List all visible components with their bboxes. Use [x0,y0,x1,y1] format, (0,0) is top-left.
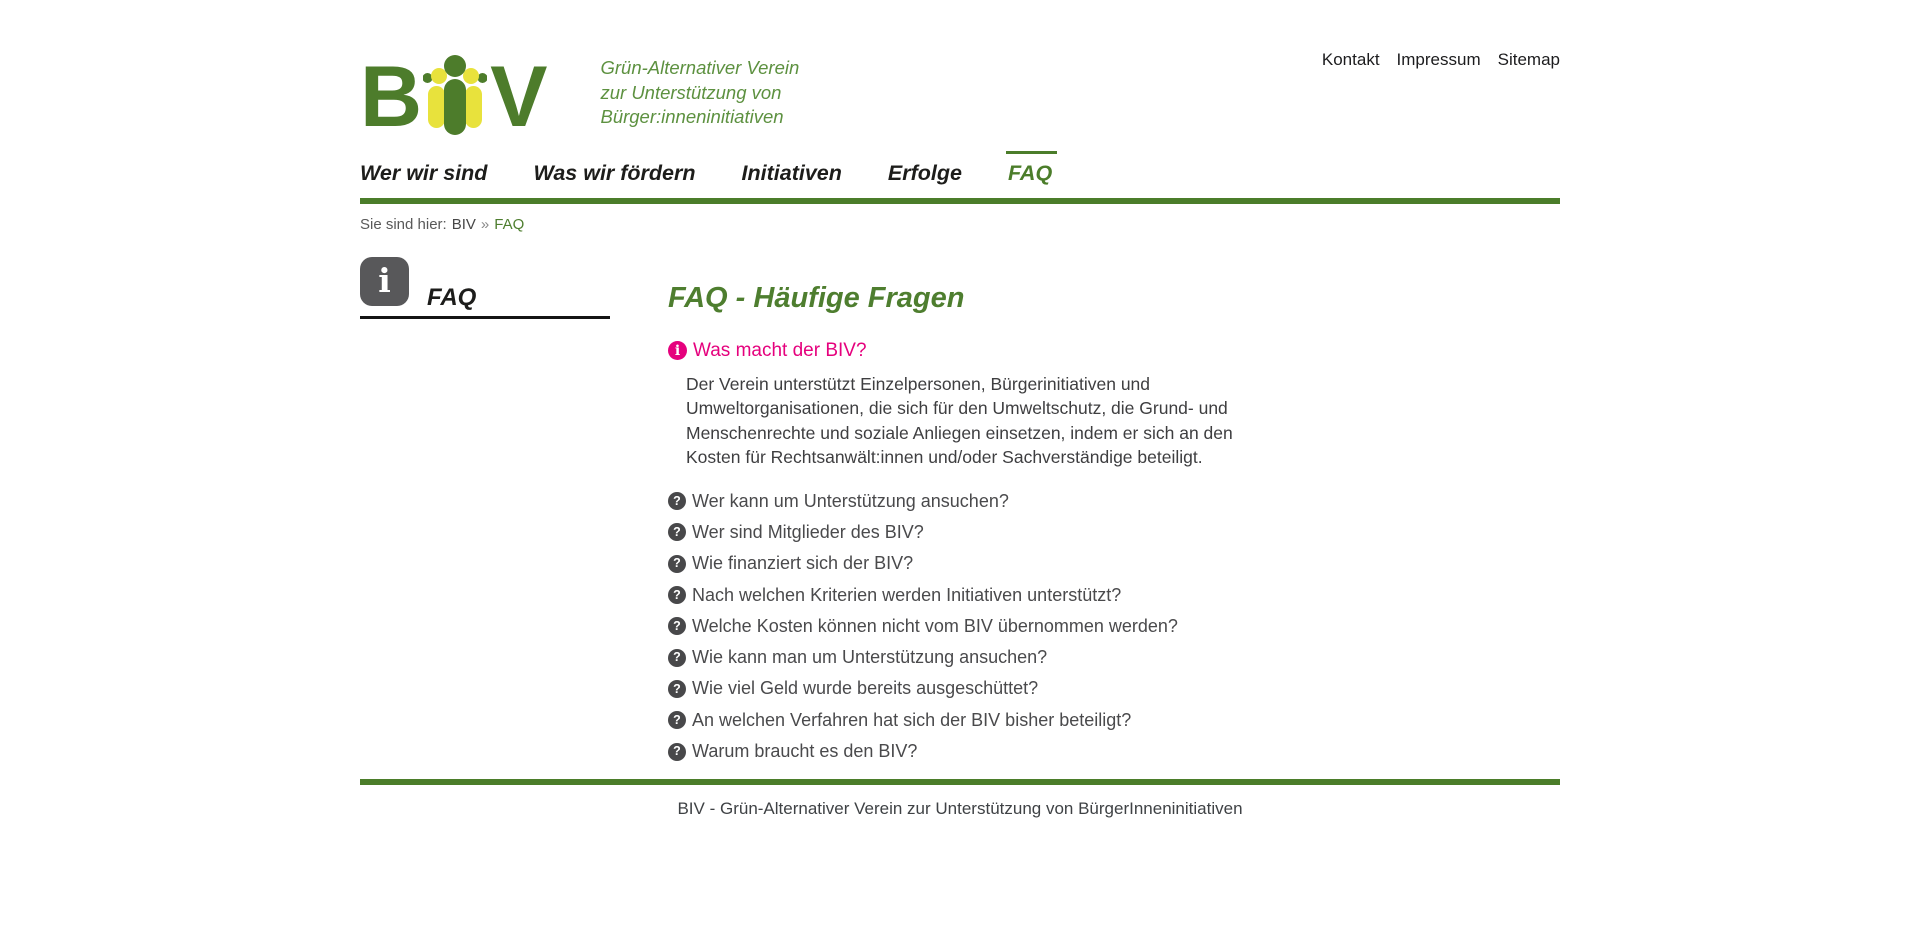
question-circle-icon [668,617,686,635]
faq-question-label: Wer sind Mitglieder des BIV? [692,521,924,542]
faq-item[interactable] [668,548,1248,579]
faq-question-label: Warum braucht es den BIV? [692,741,918,762]
question-circle-icon [668,680,686,698]
nav-item-faq[interactable]: FAQ [1007,160,1053,185]
sidebar [360,257,610,319]
biv-logo[interactable] [360,44,546,145]
question-circle-icon [668,743,686,761]
faq-item[interactable] [668,579,1248,610]
tagline-line: Bürger:inneninitiativen [600,106,784,127]
page-container [360,0,1560,819]
utility-link-sitemap[interactable]: Sitemap [1497,50,1560,69]
breadcrumb-current: FAQ [494,215,525,233]
faq-item[interactable] [668,673,1248,704]
faq-question-label: Wer kann um Unterstützung ansuchen? [692,490,1009,511]
faq-question-label: Wie kann man um Unterstützung ansuchen? [692,647,1048,668]
content [360,257,1560,768]
breadcrumb-root-link[interactable]: BIV [451,215,476,233]
question-circle-icon [668,586,686,604]
faq-question-label: Nach welchen Kriterien werden Initiativen unterstützt? [692,584,1122,605]
tagline-line: Grün-Alternativer Verein [600,57,800,78]
faq-question-label: Wie finanziert sich der BIV? [692,553,914,574]
utility-link-kontakt[interactable]: Kontakt [1321,50,1380,69]
sidebar-title-faq[interactable]: FAQ [427,283,477,311]
faq-question-label: Welche Kosten können nicht vom BIV übernommen werden? [692,615,1178,636]
question-circle-icon [668,711,686,729]
faq-answer: Der Verein unterstützt Einzelpersonen, Bürgerinitiativen und Umweltorganisationen, die sich für den Umweltschutz, die Grund- und Menschenrechte und soziale Anliegen einsetzen, indem er sich an den Kosten für Rechtsanwält:innen und/oder Sachverständige beteiligt. [686,373,1233,467]
faq-item[interactable] [668,705,1248,736]
sidebar-header [360,257,610,319]
breadcrumb-separator: » [480,215,490,233]
brand-tagline [600,44,799,130]
question-circle-icon [668,492,686,510]
faq-item[interactable] [668,486,1248,517]
utility-nav [1322,50,1560,70]
faq-item[interactable] [668,517,1248,548]
faq-item[interactable] [668,611,1248,642]
page-title: FAQ - Häufige Fragen [668,281,965,314]
footer [360,779,1560,819]
info-icon [360,257,409,306]
nav-item-was-wir-foerdern[interactable]: Was wir fördern [533,160,696,185]
footer-text: BIV - Grün-Alternativer Verein zur Unterstützung von BürgerInneninitiativen [677,799,1243,819]
utility-link-impressum[interactable]: Impressum [1396,50,1481,69]
people-group-icon [423,55,487,135]
tagline-line: zur Unterstützung von [600,81,782,103]
question-circle-icon [668,649,686,667]
faq-question-label: Wie viel Geld wurde bereits ausgeschüttet? [692,678,1039,699]
info-circle-icon [668,341,687,360]
header [360,0,1560,234]
breadcrumb-label: Sie sind hier: [360,215,447,233]
faq-question-list [668,486,1248,768]
faq-item[interactable] [668,736,1248,767]
footer-divider [360,779,1560,785]
faq-question-label: An welchen Verfahren hat sich der BIV bisher beteiligt? [692,709,1132,730]
faq-question-label: Was macht der BIV? [693,339,867,361]
logo-letter-b: B [360,49,421,145]
nav-item-wer-wir-sind[interactable]: Wer wir sind [360,160,488,185]
nav-divider [360,198,1560,204]
nav-item-erfolge[interactable]: Erfolge [887,160,962,185]
nav-item-initiativen[interactable]: Initiativen [741,160,842,185]
logo-letter-v: V [490,49,546,145]
faq-item[interactable] [668,642,1248,673]
faq-item-expanded[interactable] [668,340,1248,362]
main-panel [668,257,1248,768]
breadcrumb [360,216,1560,234]
main-nav [360,160,1560,186]
question-circle-icon [668,523,686,541]
question-circle-icon [668,555,686,573]
